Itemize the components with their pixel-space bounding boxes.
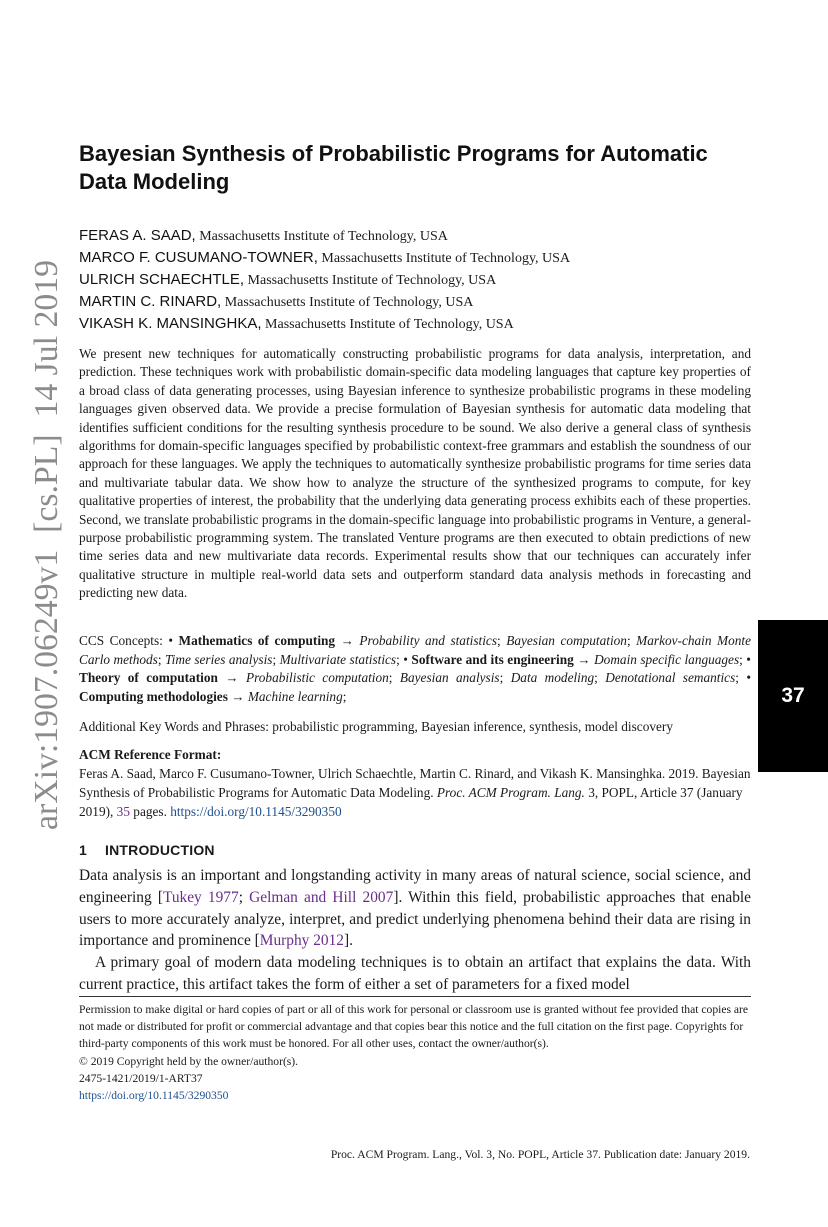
ccs-arrow: → [335, 633, 360, 648]
author-affiliation: Massachusetts Institute of Technology, USA [244, 273, 497, 288]
ccs-sub-concept: Denotational semantics [605, 670, 736, 686]
citation-link[interactable]: Tukey 1977 [162, 888, 239, 906]
ccs-separator: ; [497, 633, 507, 648]
ccs-separator: ; [626, 633, 637, 648]
paper-title: Bayesian Synthesis of Probabilistic Programs for Automatic Data Modeling [79, 141, 708, 194]
issn-line: 2475-1421/2019/1-ART37 [79, 1071, 203, 1085]
citation-link[interactable]: Gelman and Hill 2007 [249, 888, 394, 906]
ccs-sub-concept: Markov-chain Monte Carlo methods [79, 633, 751, 667]
author-entry [79, 291, 759, 313]
acm-reference-heading: ACM Reference Format: [79, 747, 222, 762]
author-name: FERAS A. SAAD, [79, 227, 196, 244]
author-affiliation: Massachusetts Institute of Technology, USA [221, 295, 474, 310]
ccs-separator: ; [272, 651, 280, 667]
intro-paragraph [79, 865, 751, 952]
ccs-sub-concept: Probability and statistics [359, 633, 497, 648]
ccs-separator: ; [594, 670, 606, 686]
author-affiliation: Massachusetts Institute of Technology, USA [317, 251, 571, 266]
author-name: ULRICH SCHAECHTLE, [79, 271, 245, 288]
intro-text: ]. [344, 932, 353, 950]
acm-reference-body [79, 764, 753, 821]
copyright-line: © 2019 Copyright held by the owner/author(s). [79, 1054, 299, 1068]
author-name: VIKASH K. MANSINGHKA, [79, 315, 262, 332]
ccs-arrow: → [573, 651, 595, 667]
ccs-top-concept: Mathematics of computing [178, 633, 336, 648]
author-name: MARTIN C. RINARD, [79, 293, 222, 310]
footnote-divider [79, 996, 751, 997]
intro-text: ]. Within this field, probabilistic approaches that enable users to more accurately analyze, interpret, and predict underlying phenomena behind their data are rising in importance and prominence [ [79, 888, 752, 950]
arxiv-stamp-text: arXiv:1907.06249v1 [cs.PL] 14 Jul 2019 [28, 255, 65, 830]
ccs-label: CCS Concepts: • [79, 633, 179, 648]
footnote [79, 1001, 753, 1104]
ccs-top-concept: Theory of computation [79, 670, 218, 686]
ccs-sub-concept: Multivariate statistics [279, 651, 397, 667]
reference-text: Feras A. Saad, Marco F. Cusumano-Towner, Ulrich Schaechtle, Martin C. Rinard, and Vikash K. Mansinghka. 2019. Bayesian Synthesis of Probabilistic Programs for Automatic Data Modeling. [79, 766, 751, 800]
ccs-arrow: → [227, 688, 248, 704]
citation-link[interactable]: Murphy 2012 [259, 932, 344, 950]
author-entry [79, 269, 759, 291]
section-title: INTRODUCTION [105, 842, 215, 858]
pages-link[interactable]: 35 [116, 804, 130, 819]
additional-keywords: Additional Key Words and Phrases: probabilistic programming, Bayesian inference, synthesis, model discovery [79, 719, 673, 734]
intro-paragraph: A primary goal of modern data modeling techniques is to obtain an artifact that explains the data. With current practice, this artifact takes the form of either a set of parameters for a fixed model [79, 954, 751, 993]
doi-link[interactable]: https://doi.org/10.1145/3290350 [170, 804, 342, 819]
section-number: 1 [79, 842, 87, 858]
ccs-sub-concept: Bayesian analysis [399, 670, 500, 686]
ccs-top-concept: Software and its engineering [411, 651, 574, 667]
ccs-sub-concept: Domain specific languages [594, 651, 740, 667]
ccs-bullet: ; • [735, 670, 752, 686]
permission-notice: Permission to make digital or hard copies of part or all of this work for personal or classroom use is granted without fee provided that copies are not made or distributed for profit or commercial advantage and that copies bear this notice and the full citation on the first page. Copyrights for third-party components of this work must be honored. For all other uses, contact the owner/author(s). [79, 1003, 749, 1051]
arxiv-stamp-graphic [19, 250, 69, 850]
author-list [79, 225, 759, 335]
ccs-separator: ; [388, 670, 400, 686]
ccs-concepts [79, 632, 751, 706]
page-footer: Proc. ACM Program. Lang., Vol. 3, No. POPL, Article 37. Publication date: January 2019. [330, 1148, 750, 1161]
arxiv-identifier-stamp [19, 250, 69, 850]
ccs-end: ; [342, 688, 347, 704]
intro-text: Data analysis is an important and longstanding activity in many areas of natural science, social science, and engineering [ [79, 867, 751, 906]
ccs-sub-concept: Machine learning [247, 688, 343, 704]
author-name: MARCO F. CUSUMANO-TOWNER, [79, 249, 318, 266]
intro-text: ; [238, 888, 250, 906]
reference-text: pages. [129, 804, 171, 819]
ccs-sub-concept: Time series analysis [165, 651, 273, 667]
introduction-body [79, 865, 751, 996]
section-heading [79, 840, 215, 860]
author-affiliation: Massachusetts Institute of Technology, USA [195, 229, 448, 244]
ccs-separator: ; [499, 670, 511, 686]
author-entry [79, 225, 759, 247]
ccs-separator: ; [157, 651, 166, 667]
ccs-sub-concept: Bayesian computation [506, 633, 627, 648]
ccs-sub-concept: Probabilistic computation [245, 670, 389, 686]
ccs-bullet: ; • [396, 651, 412, 667]
ccs-sub-concept: Data modeling [510, 670, 595, 686]
author-affiliation: Massachusetts Institute of Technology, USA [261, 317, 514, 332]
ccs-arrow: → [217, 670, 246, 686]
article-number-tab [758, 620, 828, 772]
ccs-bullet: ; • [739, 651, 751, 667]
reference-journal: Proc. ACM Program. Lang. [436, 785, 585, 800]
abstract: We present new techniques for automatically constructing probabilistic programs for data analysis, interpretation, and prediction. These techniques work with probabilistic domain-specific data modeling languages that capture key properties of a broad class of data generating processes, using Bayesian inference to synthesize probabilistic programs in these modeling languages given observed data. We provide a precise formulation of Bayesian synthesis for automatic data modeling that identifies sufficient conditions for the resulting synthesis procedure to be sound. We also derive a general class of synthesis algorithms for domain-specific languages specified by probabilistic context-free grammars and establish the soundness of our approach for these languages. We apply the techniques to automatically synthesize probabilistic programs for time series data and multivariate tabular data. We show how to analyze the structure of the synthesized programs to compute, for key qualitative properties of interest, the probability that the underlying data generating process exhibits each of these properties. Second, we translate probabilistic programs in the domain-specific language into probabilistic programs in Venture, a general-purpose probabilistic programming system. The translated Venture programs are then executed to obtain predictions of new time series data and new multivariate data records. Experimental results show that our techniques can accurately infer qualitative structure in multiple real-world data sets and outperform standard data analysis methods in forecasting and predicting new data. [79, 346, 751, 601]
footnote-doi-link[interactable]: https://doi.org/10.1145/3290350 [79, 1089, 229, 1103]
author-entry [79, 247, 759, 269]
author-entry [79, 313, 759, 335]
ccs-top-concept: Computing methodologies [79, 688, 228, 704]
reference-text: 3, POPL, Article 37 (January 2019), [79, 785, 743, 819]
article-number: 37 [781, 684, 805, 707]
